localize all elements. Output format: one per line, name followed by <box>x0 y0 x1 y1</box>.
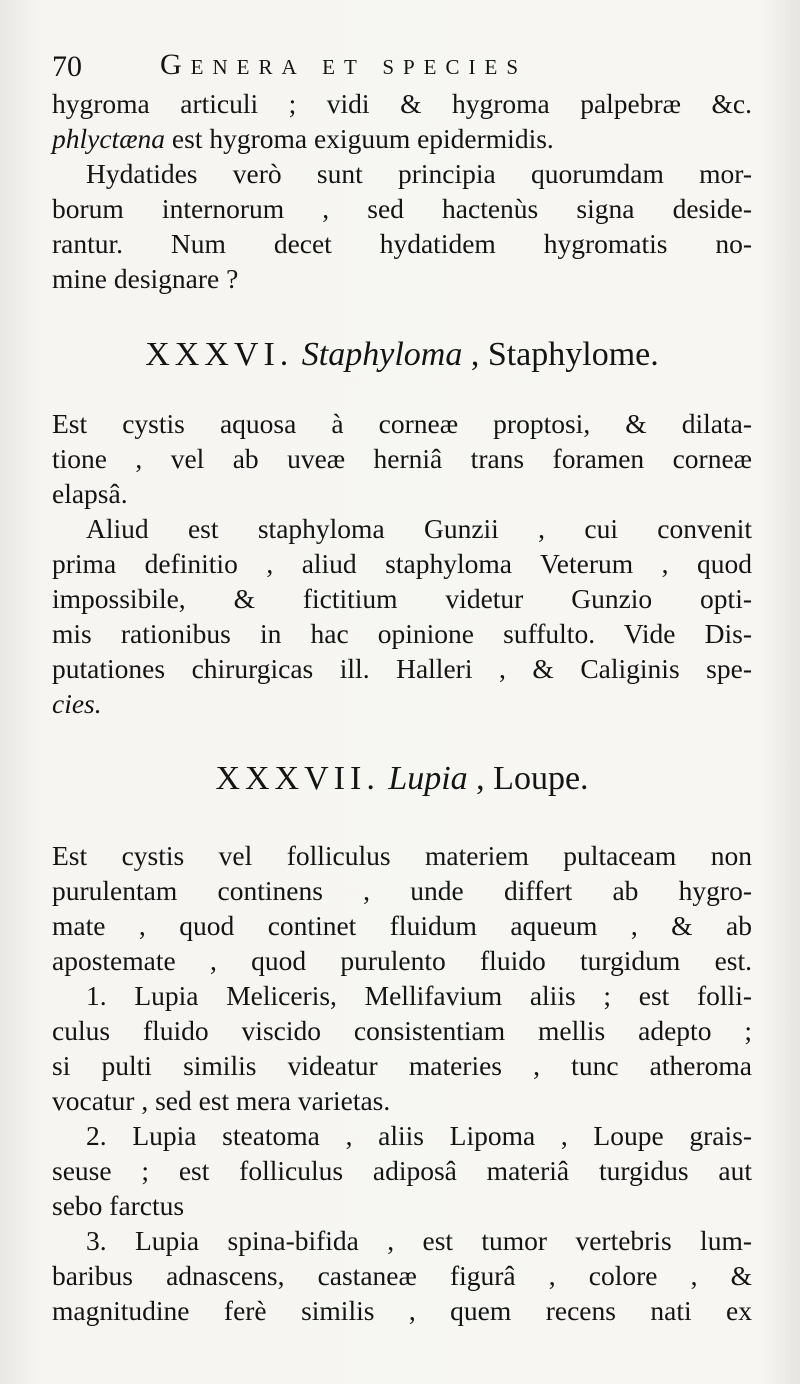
section-37-body <box>52 838 752 1328</box>
text-line: vocatur , sed est mera varietas. <box>52 1085 391 1116</box>
running-head <box>52 44 752 88</box>
section-french-title: Loupe. <box>493 760 589 797</box>
text-line: Est cystis vel folliculus materiem pultaceam non <box>52 840 752 871</box>
text-line: culus fluido viscido consistentiam mellis adepto ; <box>52 1015 752 1046</box>
text-line: cies. <box>52 688 102 719</box>
text-line: apostemate , quod purulento fluido turgidum est. <box>52 945 752 976</box>
text-line: mis rationibus in hac opinione suffulto. Vide Dis- <box>52 618 752 649</box>
text-line: Est cystis aquosa à corneæ proptosi, & dilata- <box>52 408 752 439</box>
section-french-title: Staphylome. <box>487 336 659 373</box>
page-number: 70 <box>52 50 82 83</box>
section-heading-37 <box>52 760 752 798</box>
text-line: baribus adnascens, castaneæ figurâ , colore , & <box>52 1260 752 1291</box>
section-36-body <box>52 406 752 721</box>
text-line: phlyctæna est hygroma exiguum epidermidis. <box>52 123 554 154</box>
section-latin-title: Lupia <box>388 760 468 797</box>
text-line: elapsâ. <box>52 478 128 509</box>
text-line: Aliud est staphyloma Gunzii , cui convenit <box>86 513 752 544</box>
section-separator: , <box>470 336 480 373</box>
text-line: putationes chirurgicas ill. Halleri , & Caliginis spe- <box>52 653 752 684</box>
text-line: rantur. Num decet hydatidem hygromatis no- <box>52 228 752 259</box>
text-line: hygroma articuli ; vidi & hygroma palpebræ &c. <box>52 88 752 119</box>
text-line: mate , quod continet fluidum aqueum , & ab <box>52 910 752 941</box>
text-line: borum internorum , sed hactenùs signa deside- <box>52 193 752 224</box>
intro-paragraphs <box>52 86 752 296</box>
section-separator: , <box>476 760 485 797</box>
text-line: prima definitio , aliud staphyloma Veterum , quod <box>52 548 752 579</box>
text-line: Hydatides verò sunt principia quorumdam mor- <box>86 158 752 189</box>
section-number: XXXVI. <box>145 336 294 373</box>
text-line: mine designare ? <box>52 263 239 294</box>
text-line: purulentam continens , unde differt ab hygro- <box>52 875 752 906</box>
text-line: tione , vel ab uveæ herniâ trans foramen corneæ <box>52 443 752 474</box>
text-line: seuse ; est folliculus adiposâ materiâ turgidus aut <box>52 1155 752 1186</box>
italic-term: phlyctæna <box>52 123 166 154</box>
text-line: si pulti similis videatur materies , tunc atheroma <box>52 1050 752 1081</box>
text-line: 1. Lupia Meliceris, Mellifavium aliis ; est folli- <box>86 980 752 1011</box>
text-line: 3. Lupia spina-bifida , est tumor vertebris lum- <box>86 1225 752 1256</box>
section-heading-36 <box>52 336 752 374</box>
section-latin-title: Staphyloma <box>301 336 463 373</box>
text-line: impossibile, & fictitium videtur Gunzio opti- <box>52 583 752 614</box>
text-line: magnitudine ferè similis , quem recens nati ex <box>52 1295 752 1326</box>
text-line: 2. Lupia steatoma , aliis Lipoma , Loupe grais- <box>86 1120 752 1151</box>
text-line: sebo farctus <box>52 1190 185 1221</box>
running-title: Genera et species <box>160 48 528 81</box>
section-number: XXXVII. <box>215 760 380 797</box>
